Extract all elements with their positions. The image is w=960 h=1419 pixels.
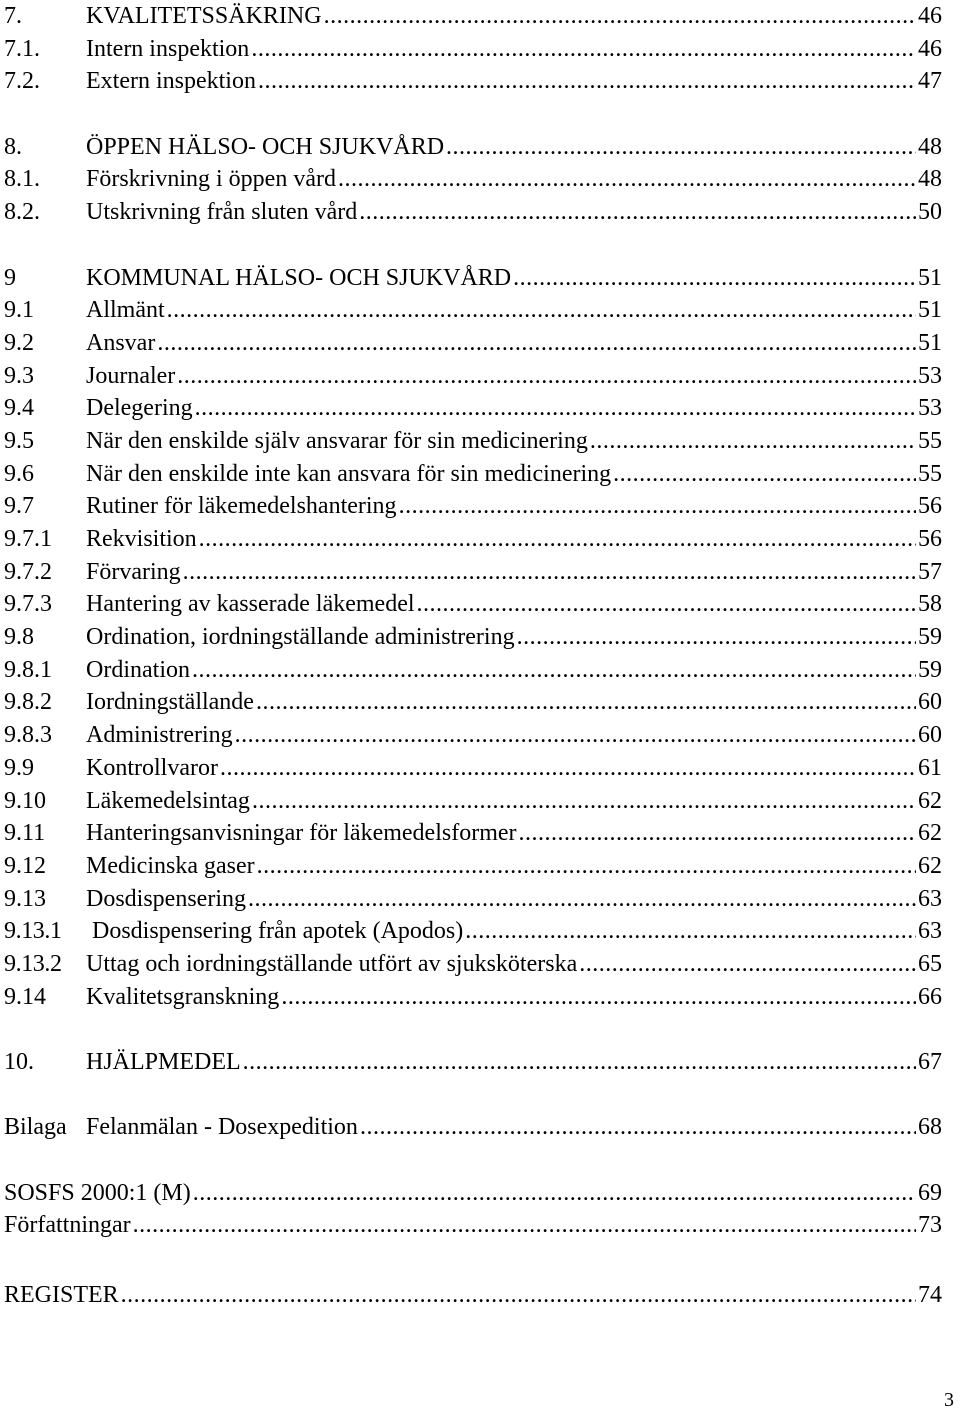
toc-leader-dots [252, 785, 916, 818]
toc-leader-dots [199, 523, 916, 556]
toc-entry-page: 46 [918, 35, 942, 62]
toc-entry-title: Läkemedelsintag [86, 787, 250, 814]
toc-entry-title: Ansvar [86, 329, 156, 356]
toc-entry-page: 53 [918, 362, 942, 389]
toc-entry-page: 63 [918, 885, 942, 912]
toc-entry-page: 53 [918, 395, 942, 422]
toc-entry [4, 425, 942, 458]
toc-entry-number: 9.8.2 [4, 689, 52, 716]
table-of-contents [4, 0, 942, 1312]
page-number: 3 [944, 1389, 954, 1411]
toc-leader-dots [324, 0, 916, 33]
toc-entry-page: 62 [918, 852, 942, 879]
toc-entry-page: 62 [918, 787, 942, 814]
toc-entry-title: Dosdispensering [86, 885, 246, 912]
toc-entry-page: 51 [918, 297, 942, 324]
toc-leader-dots [258, 65, 916, 98]
toc-leader-dots [195, 392, 916, 425]
toc-entry-title: Rutiner för läkemedelshantering [86, 493, 397, 520]
toc-entry-title: Rekvisition [86, 526, 197, 552]
toc-entry-page: 48 [918, 166, 942, 193]
toc-entry-title: Hanteringsanvisningar för läkemedelsformer [86, 820, 517, 847]
toc-entry-number: 9.7.2 [4, 558, 52, 585]
toc-entry-page: 60 [918, 689, 942, 716]
toc-entry-number: 9.13 [4, 885, 46, 912]
toc-leader-dots [256, 686, 916, 719]
toc-entry-title: Allmänt [86, 297, 165, 324]
toc-entry [4, 752, 942, 785]
toc-entry-title: Extern inspektion [86, 68, 256, 95]
toc-entry [4, 196, 942, 229]
toc-leader-dots [519, 817, 916, 850]
toc-entry-title: Förskrivning i öppen vård [86, 166, 336, 193]
toc-entry-page: 68 [918, 1114, 942, 1141]
toc-entry [4, 556, 942, 589]
toc-leader-dots [220, 752, 916, 785]
toc-entry-page: 65 [918, 950, 942, 977]
toc-entry-page: 55 [918, 427, 942, 454]
toc-leader-dots [613, 458, 916, 491]
toc-entry-page: 51 [918, 329, 942, 356]
toc-entry [4, 131, 942, 164]
toc-entry-page: 67 [918, 1049, 942, 1075]
toc-leader-dots [121, 1279, 916, 1312]
toc-entry [4, 523, 942, 556]
toc-entry [4, 490, 942, 523]
toc-entry [4, 588, 942, 621]
toc-leader-dots [183, 556, 916, 589]
toc-leader-dots [590, 425, 916, 458]
toc-entry-page: 58 [918, 591, 942, 618]
toc-leader-dots [281, 981, 916, 1014]
toc-entry-page: 60 [918, 722, 942, 749]
toc-entry-number: 9.8 [4, 624, 34, 651]
toc-entry-page: 66 [918, 983, 942, 1010]
toc-entry-number: 9.8.3 [4, 722, 52, 749]
toc-entry [4, 686, 942, 719]
toc-entry [4, 785, 942, 818]
toc-entry-number: 8. [4, 133, 22, 160]
toc-leader-dots [248, 883, 916, 916]
toc-entry-number: Bilaga [4, 1114, 67, 1141]
toc-entry-page: 57 [918, 558, 942, 585]
toc-entry [4, 360, 942, 393]
toc-entry-number: 9.9 [4, 754, 34, 781]
toc-entry-title: Delegering [86, 395, 193, 422]
toc-entry-title: KVALITETSSÄKRING [86, 3, 322, 29]
toc-entry-page: 59 [918, 624, 942, 651]
toc-entry-title: Intern inspektion [86, 35, 250, 62]
toc-entry-page: 69 [918, 1179, 942, 1206]
toc-entry [4, 654, 942, 687]
toc-leader-dots [157, 327, 916, 360]
toc-entry [4, 850, 942, 883]
toc-entry-title: Förvaring [86, 558, 181, 585]
toc-entry-number: 7. [4, 3, 22, 29]
toc-entry-title: Utskrivning från sluten vård [86, 199, 358, 226]
toc-entry [4, 719, 942, 752]
toc-entry [4, 948, 942, 981]
toc-entry-title: När den enskilde inte kan ansvara för sin medicinering [86, 460, 612, 487]
toc-entry-number: 10. [4, 1049, 34, 1075]
toc-entry-number: 9.10 [4, 787, 46, 814]
toc-leader-dots [251, 33, 916, 66]
toc-entry-title: ÖPPEN HÄLSO- OCH SJUKVÅRD [86, 133, 445, 160]
toc-entry [4, 621, 942, 654]
toc-entry-number: 9.7.1 [4, 526, 52, 552]
toc-entry-number: 7.1. [4, 35, 40, 62]
toc-entry-number: 9.13.1 [4, 918, 62, 945]
toc-entry-number: 8.2. [4, 199, 40, 226]
toc-entry [4, 883, 942, 916]
toc-entry-number: 7.2. [4, 68, 40, 95]
toc-entry-title: Ordination, iordningställande administrering [86, 624, 515, 651]
toc-entry-number: 9.7.3 [4, 591, 52, 618]
toc-leader-dots [167, 294, 916, 327]
toc-entry-title: Uttag och iordningställande utfört av sjuksköterska [86, 950, 578, 977]
toc-entry-title: Kontrollvaror [86, 754, 218, 781]
toc-entry-number: 9.7 [4, 493, 34, 520]
toc-entry-number: 9 [4, 264, 16, 291]
toc-leader-dots [513, 262, 916, 295]
toc-entry [4, 1177, 942, 1210]
toc-leader-dots [359, 196, 916, 229]
toc-entry-page: 59 [918, 656, 942, 683]
toc-entry-number: 8.1. [4, 166, 40, 193]
toc-entry-page: 50 [918, 199, 942, 226]
toc-entry-title: SOSFS 2000:1 (M) [4, 1179, 191, 1206]
toc-entry-page: 56 [918, 526, 942, 552]
toc-entry-title: KOMMUNAL HÄLSO- OCH SJUKVÅRD [86, 264, 512, 291]
toc-entry-number: 9.14 [4, 983, 46, 1010]
toc-leader-dots [257, 850, 916, 883]
toc-entry [4, 1046, 942, 1079]
toc-entry-page: 55 [918, 460, 942, 487]
toc-entry-page: 48 [918, 133, 942, 160]
toc-entry [4, 262, 942, 295]
toc-entry [4, 817, 942, 850]
toc-leader-dots [399, 490, 916, 523]
toc-entry-number: 9.5 [4, 427, 34, 454]
toc-entry-number: 9.3 [4, 362, 34, 389]
toc-entry [4, 1209, 942, 1242]
toc-leader-dots [517, 621, 916, 654]
toc-entry-number: 9.12 [4, 852, 46, 879]
toc-leader-dots [417, 588, 916, 621]
toc-entry-title: Felanmälan - Dosexpedition [86, 1114, 358, 1141]
toc-leader-dots [133, 1209, 916, 1242]
toc-entry [4, 915, 942, 948]
toc-entry-number: 9.4 [4, 395, 34, 422]
toc-entry-title: Författningar [4, 1212, 131, 1239]
toc-entry-title: REGISTER [4, 1282, 119, 1309]
toc-leader-dots [243, 1046, 916, 1079]
toc-entry-number: 9.13.2 [4, 950, 62, 977]
toc-entry-title: Hantering av kasserade läkemedel [86, 591, 415, 618]
toc-entry-title: Iordningställande [86, 689, 254, 716]
toc-entry [4, 1111, 942, 1144]
toc-entry-title: Administrering [86, 722, 233, 749]
toc-leader-dots [579, 948, 916, 981]
toc-entry [4, 65, 942, 98]
toc-entry-title: HJÄLPMEDEL [86, 1049, 241, 1075]
toc-entry [4, 981, 942, 1014]
toc-entry-page: 73 [918, 1212, 942, 1239]
toc-leader-dots [465, 915, 916, 948]
toc-leader-dots [193, 1177, 916, 1210]
toc-entry-number: 9.11 [4, 820, 46, 847]
toc-entry-page: 51 [918, 264, 942, 291]
toc-entry-number: 9.2 [4, 329, 34, 356]
toc-entry [4, 327, 942, 360]
toc-entry-page: 46 [918, 3, 942, 29]
toc-entry [4, 33, 942, 66]
toc-entry-number: 9.1 [4, 297, 34, 324]
toc-entry [4, 458, 942, 491]
toc-entry-page: 62 [918, 820, 942, 847]
toc-entry-title: Dosdispensering från apotek (Apodos) [86, 918, 464, 945]
toc-entry-title: Journaler [86, 362, 176, 389]
toc-entry [4, 1279, 942, 1312]
toc-entry-page: 74 [918, 1282, 942, 1309]
toc-leader-dots [446, 131, 916, 164]
toc-entry-page: 63 [918, 918, 942, 945]
toc-entry-page: 61 [918, 754, 942, 781]
toc-leader-dots [360, 1111, 916, 1144]
toc-entry [4, 0, 942, 33]
toc-leader-dots [235, 719, 916, 752]
toc-leader-dots [177, 360, 916, 393]
toc-entry-number: 9.6 [4, 460, 34, 487]
toc-entry-page: 56 [918, 493, 942, 520]
toc-entry [4, 294, 942, 327]
toc-leader-dots [192, 654, 916, 687]
toc-entry-title: Kvalitetsgranskning [86, 983, 280, 1010]
toc-entry-number: 9.8.1 [4, 656, 52, 683]
toc-entry-title: När den enskilde själv ansvarar för sin medicinering [86, 427, 588, 454]
toc-entry [4, 163, 942, 196]
toc-leader-dots [338, 163, 916, 196]
toc-entry-title: Medicinska gaser [86, 852, 255, 879]
toc-entry-title: Ordination [86, 656, 190, 683]
toc-entry-page: 47 [918, 68, 942, 95]
toc-entry [4, 392, 942, 425]
